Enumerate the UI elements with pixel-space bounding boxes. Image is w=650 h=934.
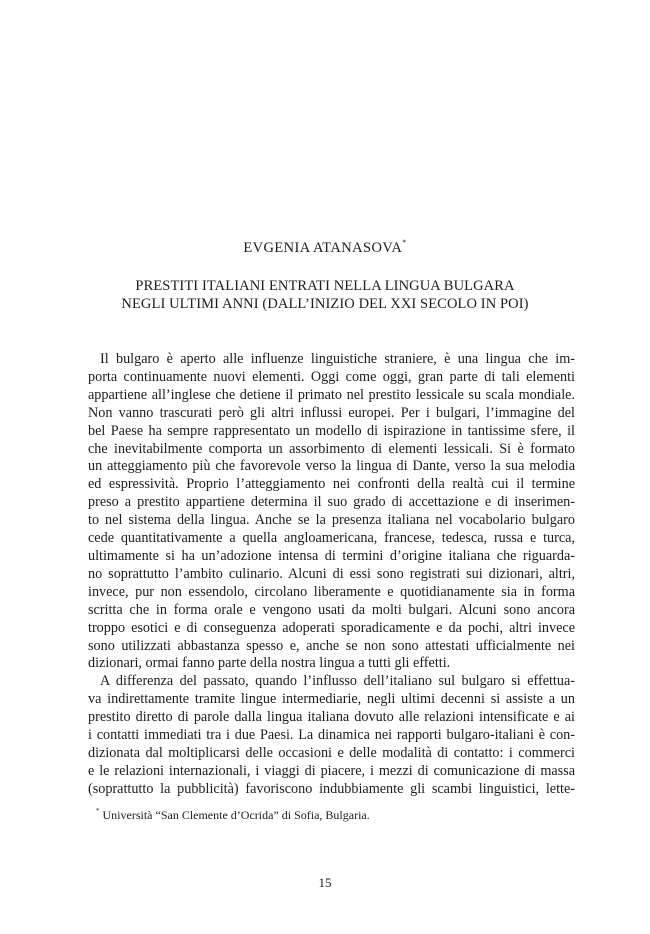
- text-line: scritta che in forma orale e vengono usati da molti bulgari. Alcuni sono ancora: [88, 601, 575, 618]
- paragraph: [88, 673, 575, 798]
- text-line: ed espressività. Proprio l’atteggiamento nei confronti della realtà cui il termine: [88, 476, 575, 493]
- article-title: [0, 277, 650, 313]
- title-line: PRESTITI ITALIANI ENTRATI NELLA LINGUA BULGARA: [135, 278, 515, 294]
- text-line: cede quantitativamente a quella angloamericana, francese, tedesca, russa e turca,: [88, 530, 575, 547]
- text-line: troppo esotici e di conseguenza adoperati sporadicamente e da pochi, altri invece: [88, 619, 575, 636]
- footnote: [96, 808, 370, 823]
- body-text: [88, 351, 575, 799]
- text-line: preso a prestito appartiene determina il suo grado di accettazione e di inserimen-: [88, 494, 575, 511]
- text-line: invece, pur non essendolo, circolano liberamente e quotidianamente sia in forma: [88, 583, 575, 600]
- text-line: i contatti immediati tra i due Paesi. La dinamica nei rapporti bulgaro-italiani è con-: [88, 727, 575, 744]
- text-line: un atteggiamento più che favorevole verso la lingua di Dante, verso la sua melodia: [88, 458, 575, 475]
- text-line: (soprattutto la pubblicità) favoriscono indubbiamente gli scambi linguistici, lette-: [88, 780, 575, 797]
- text-line: dizionari, ormai fanno parte della nostra lingua a tutti gli effetti.: [88, 655, 451, 672]
- paragraph: [88, 351, 575, 673]
- author-name: EVGENIA ATANASOVA*: [243, 238, 407, 256]
- footnote-text: Università “San Clemente d’Ocrida” di Sofia, Bulgaria.: [102, 808, 370, 822]
- text-line: e le relazioni internazionali, i viaggi di piacere, i mezzi di comunicazione di massa: [88, 762, 575, 779]
- text-line: sono utilizzati abbastanza spesso e, anche se non sono attestati ufficialmente nei: [88, 637, 575, 654]
- text-line: appartiene all’inglese che detiene il primato nel prestito lessicale su scala mondiale.: [88, 386, 575, 403]
- text-line: A differenza del passato, quando l’influsso dell’italiano sul bulgaro si effettua-: [100, 673, 575, 690]
- text-line: ultimamente si ha un’adozione intensa di termini d’origine italiana che riguarda-: [88, 547, 575, 564]
- text-line: porta continuamente nuovi elementi. Oggi come oggi, gran parte di tali elementi: [88, 368, 575, 385]
- text-line: prestito diretto di parole dalla lingua italiana dovuto alle relazioni intensificate e ai: [88, 709, 575, 726]
- footnote-mark: *: [96, 807, 100, 815]
- text-line: dizionata dal moltiplicarsi delle occasioni e delle modalità di contatto: i commerci: [88, 744, 575, 761]
- page-number: 15: [318, 875, 332, 890]
- author-footnote-mark: *: [402, 238, 407, 247]
- text-line: va indirettamente tramite lingue intermediarie, negli ultimi decenni si assiste a un: [88, 691, 575, 708]
- title-line: NEGLI ULTIMI ANNI (DALL’INIZIO DEL XXI SECOLO IN POI): [121, 296, 529, 312]
- text-line: Non vanno trascurati però gli altri influssi europei. Per i bulgari, l’immagine del: [88, 404, 575, 421]
- text-line: to nel sistema della lingua. Anche se la presenza italiana nel vocabolario bulgaro: [88, 512, 575, 529]
- text-line: che inevitabilmente comporta un assorbimento di elementi lessicali. Si è formato: [88, 440, 575, 457]
- text-line: Il bulgaro è aperto alle influenze linguistiche straniere, è una lingua che im-: [100, 351, 575, 367]
- text-line: no soprattutto l’ambito culinario. Alcuni di essi sono registrati sui dizionari, altri,: [88, 565, 575, 582]
- text-line: bel Paese ha sempre rappresentato un modello di ispirazione in tantissime sfere, il: [88, 422, 575, 439]
